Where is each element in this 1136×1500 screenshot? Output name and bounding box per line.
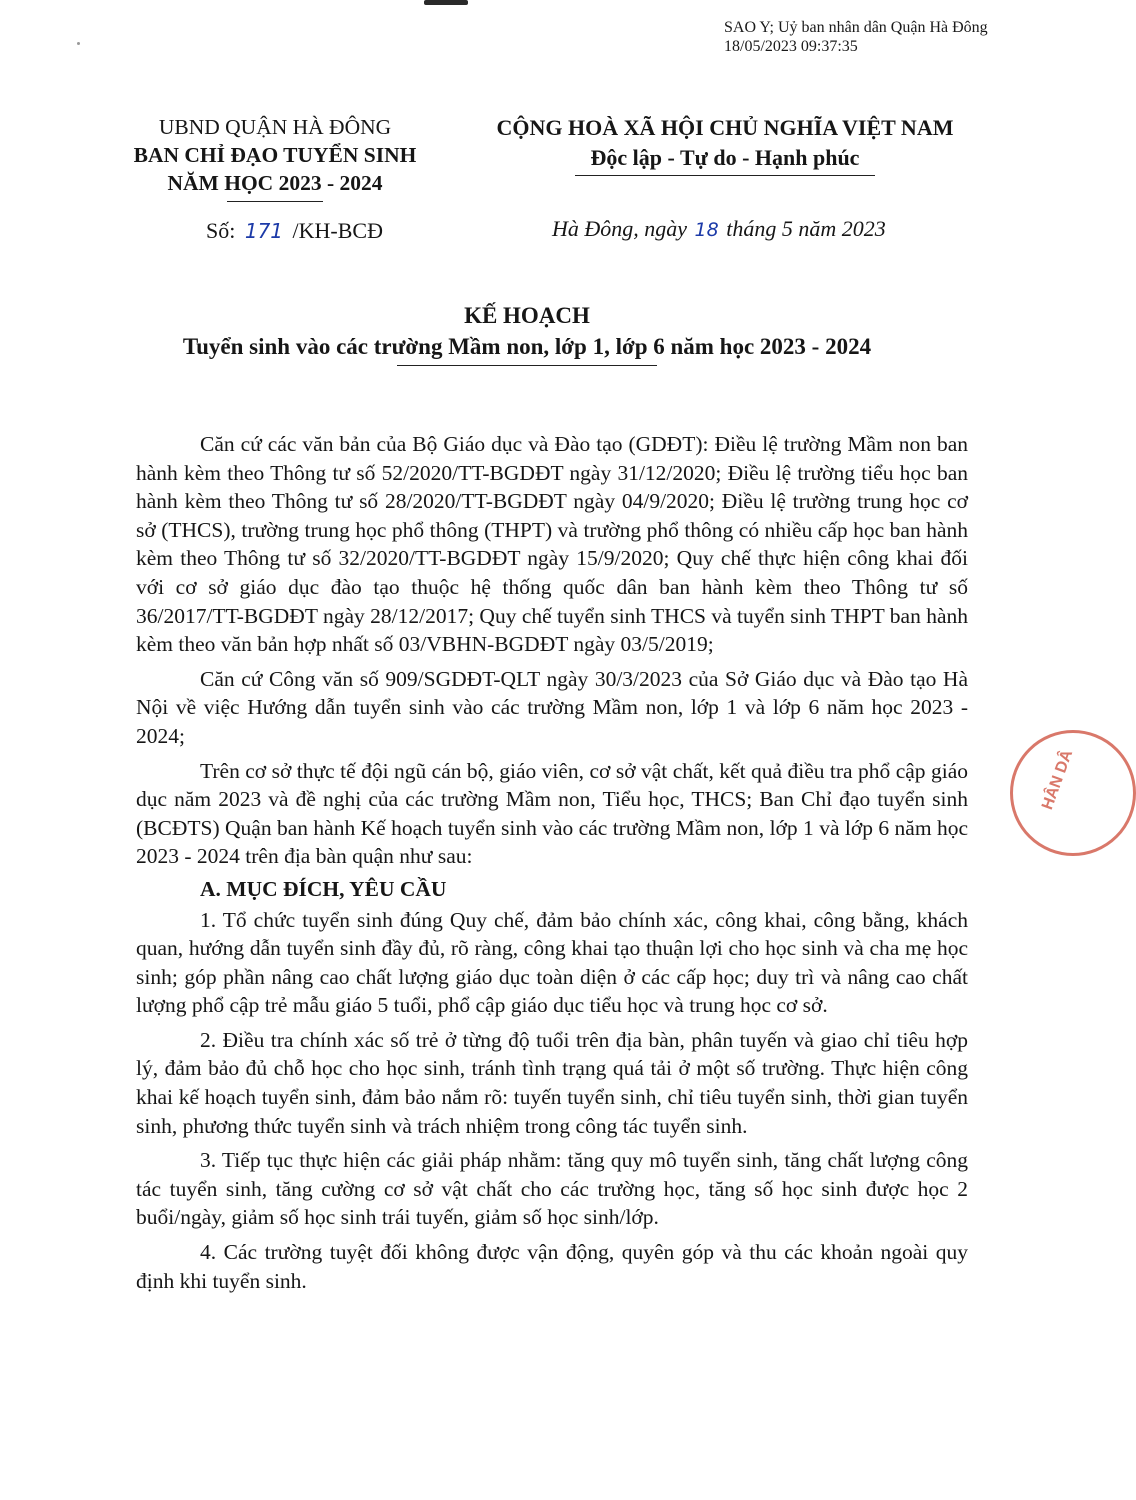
section-a-item-3: 3. Tiếp tục thực hiện các giải pháp nhằm: tăng quy mô tuyển sinh, tăng chất lượng công tác tuyển sinh, tăng cường cơ sở vật chất cho các trường học, tăng số học sinh được học 2 buổi/ngày, giảm số học sinh trái tuyến, giảm số học sinh/lớp. — [136, 1148, 968, 1230]
copy-stamp-line2: 18/05/2023 09:37:35 — [724, 38, 858, 55]
section-a-item-1: 1. Tổ chức tuyển sinh đúng Quy chế, đảm bảo chính xác, công khai, công bằng, khách quan, hướng dẫn tuyển sinh đầy đủ, rõ ràng, công khai tạo thuận lợi cho học sinh và cha mẹ học sinh; góp phần nâng cao chất lượng giáo dục toàn diện ở các cấp học; duy trì và nâng cao chất lượng phổ cập trẻ mẫu giáo 5 tuổi, phổ cập giáo dục tiểu học và trung học cơ sở. — [136, 907, 968, 1018]
issuer-line3: NĂM HỌC 2023 - 2024 — [167, 171, 383, 195]
title-underline — [397, 365, 657, 366]
section-a-heading: A. MỤC ĐÍCH, YÊU CẦU — [200, 876, 447, 901]
document-date — [552, 216, 886, 242]
copy-stamp — [724, 18, 1044, 56]
section-a-item-2: 2. Điều tra chính xác số trẻ ở từng độ tuổi trên địa bàn, phân tuyến và giao chỉ tiêu hợp lý, đảm bảo đủ chỗ học cho học sinh, tránh tình trạng quá tải ở một số trường. Thực hiện công khai kế hoạch tuyển sinh, đảm bảo nắm rõ: tuyến tuyển sinh, chỉ tiêu tuyển sinh, thời gian tuyển sinh, phương thức tuyển sinh và trách nhiệm trong công tác tuyển sinh. — [136, 1027, 968, 1138]
document-number — [206, 218, 383, 244]
scan-mark — [424, 0, 468, 5]
seal-fragment-text: HÂN DÂ — [1039, 747, 1077, 812]
paragraph-basis-1: Căn cứ các văn bản của Bộ Giáo dục và Đào tạo (GDĐT): Điều lệ trường Mầm non ban hành kèm theo Thông tư số 52/2020/TT-BGDĐT ngày 31/12/2020; Điều lệ trường tiểu học ban hành kèm theo Thông tư số 28/2020/TT-BGDĐT ngày 04/9/2020; Điều lệ trường trung học cơ sở (THCS), trường trung học phổ thông (THPT) và trường phổ thông có nhiều cấp học ban hành kèm theo Thông tư số 32/2020/TT-BGDĐT ngày 15/9/2020; Quy chế thực hiện công khai đối với cơ sở giáo dục đào tạo thuộc hệ thống quốc dân ban hành kèm theo Thông tư số 36/2017/TT-BGDĐT ngày 28/12/2017; Quy chế tuyển sinh THCS và tuyển sinh THPT ban hành kèm theo văn bản hợp nhất số 03/VBHN-BGDĐT ngày 03/5/2019; — [136, 432, 968, 657]
date-prefix: Hà Đông, ngày — [552, 216, 688, 241]
number-prefix: Số: — [206, 218, 236, 243]
document-body — [136, 430, 968, 1299]
document-title — [27, 300, 1027, 366]
title-sub: Tuyển sinh vào các trường Mầm non, lớp 1, lớp 6 năm học 2023 - 2024 — [182, 334, 872, 359]
section-a-item-4: 4. Các trường tuyệt đối không được vận động, quyên góp và thu các khoản ngoài quy định khi tuyển sinh. — [136, 1240, 968, 1293]
paragraph-basis-2: Căn cứ Công văn số 909/SGDĐT-QLT ngày 30/3/2023 của Sở Giáo dục và Đào tạo Hà Nội về việc Hướng dẫn tuyển sinh vào các trường Mầm non, lớp 1 và lớp 6 năm học 2023 - 2024; — [136, 666, 968, 748]
issuer-header — [120, 113, 430, 202]
paragraph-basis-3: Trên cơ sở thực tế đội ngũ cán bộ, giáo viên, cơ sở vật chất, kết quả điều tra phổ cập giáo dục năm 2023 và đề nghị của các trường Mầm non, Tiểu học, THCS; Ban Chỉ đạo tuyển sinh (BCĐTS) Quận ban hành Kế hoạch tuyển sinh vào các trường Mầm non, lớp 1 và lớp 6 năm học 2023 - 2024 trên địa bàn quận như sau: — [136, 758, 968, 869]
scan-speck — [77, 42, 80, 45]
issuer-line2: BAN CHỈ ĐẠO TUYỂN SINH — [133, 143, 417, 167]
issuer-underline — [227, 201, 323, 202]
number-handwritten: 171 — [244, 219, 284, 243]
copy-stamp-line1: SAO Y; Uỷ ban nhân dân Quận Hà Đông — [724, 19, 988, 36]
nation-line1: CỘNG HOÀ XÃ HỘI CHỦ NGHĨA VIỆT NAM — [496, 115, 954, 140]
nation-line2: Độc lập - Tự do - Hạnh phúc — [590, 145, 860, 170]
date-day-handwritten: 18 — [694, 219, 719, 241]
red-seal-stamp — [1010, 730, 1136, 856]
title-main: KẾ HOẠCH — [464, 303, 590, 328]
nation-underline — [575, 175, 875, 176]
number-suffix: /KH-BCĐ — [292, 218, 383, 243]
date-suffix: tháng 5 năm 2023 — [726, 216, 886, 241]
national-header — [478, 113, 972, 176]
issuer-line1: UBND QUẬN HÀ ĐÔNG — [158, 115, 392, 139]
